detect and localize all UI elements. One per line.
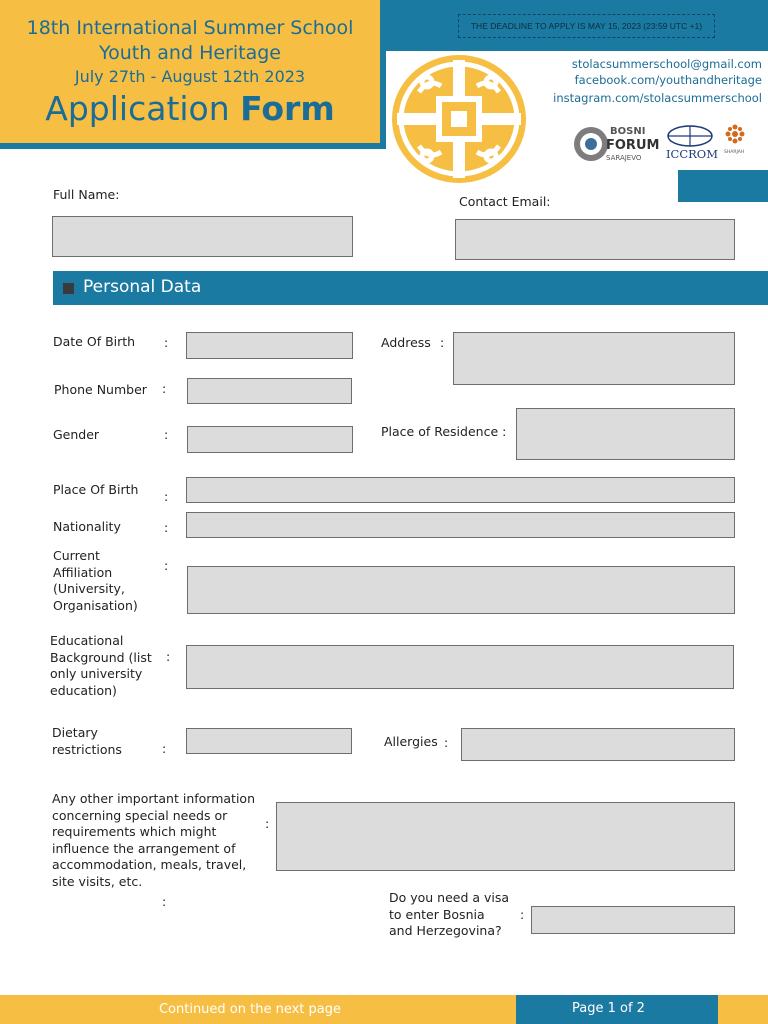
bosnia-forum-icon [572, 123, 660, 165]
section-title: Personal Data [83, 277, 202, 297]
dietary-label-line: restrictions [52, 741, 122, 757]
other-info-label-line: concerning special needs or [52, 807, 228, 823]
dietary-label-line: Dietary [52, 725, 98, 740]
visa-label-line: Do you need a visa [389, 890, 510, 905]
iccrom-icon [664, 123, 754, 163]
place-of-residence-field[interactable] [516, 408, 735, 460]
other-info-label-line: site visits, etc. [52, 873, 143, 889]
colon: : [162, 741, 167, 756]
affiliation-label-line: Affiliation [53, 564, 113, 580]
colon: : [162, 381, 167, 396]
full-name-field[interactable] [52, 216, 353, 257]
allergies-field[interactable] [461, 728, 735, 761]
affiliation-label-line: Current [53, 548, 100, 563]
address-label: Address [381, 335, 431, 350]
continued-note: Continued on the next page [158, 1002, 342, 1017]
colon: : [164, 427, 169, 442]
page-indicator: Page 1 of 2 [572, 1001, 645, 1016]
other-info-field[interactable] [276, 802, 735, 871]
visa-label [389, 890, 509, 940]
affiliation-field[interactable] [187, 566, 735, 614]
contact-email-link[interactable]: stolacsummerschool@gmail.com [571, 57, 762, 71]
iccrom-text: ICCROM [666, 147, 719, 161]
page-title [0, 89, 380, 128]
colon: : [166, 649, 171, 664]
colon: : [164, 335, 169, 350]
deadline-notice: THE DEADLINE TO APPLY IS MAY 15, 2023 (23:59 UTC +1) [458, 14, 715, 38]
dietary-label [52, 725, 122, 758]
header-blue-underline [0, 143, 386, 149]
header-blue-strip [380, 0, 386, 149]
nationality-label: Nationality [53, 519, 121, 534]
visa-label-line: and Herzegovina? [389, 923, 502, 938]
contact-email-field[interactable] [455, 219, 735, 260]
school-title: 18th International Summer School [26, 17, 354, 39]
other-info-label [52, 791, 255, 890]
iccrom-logo [664, 123, 754, 167]
school-dates: July 27th - August 12th 2023 [74, 67, 306, 86]
date-of-birth-label: Date Of Birth [53, 334, 136, 349]
sharjah-text: SHARJAH [724, 150, 745, 155]
other-info-label-line: Any other important information [52, 791, 255, 806]
colon: : [164, 558, 169, 573]
forum-text-1: BOSNI [610, 126, 646, 137]
education-label-line: Background (list [50, 649, 152, 665]
page-title-bold: Form [240, 89, 335, 128]
forum-text-2: FORUM [606, 138, 660, 153]
nationality-field[interactable] [186, 512, 735, 538]
header-blue-accent [678, 170, 768, 202]
colon: : [520, 907, 525, 922]
visa-label-line: to enter Bosnia [389, 906, 485, 922]
colon: : [162, 894, 167, 909]
colon: : [164, 489, 169, 504]
gender-field[interactable] [187, 426, 353, 453]
gender-label: Gender [53, 427, 100, 442]
place-of-birth-label: Place Of Birth [53, 482, 139, 497]
date-of-birth-field[interactable] [186, 332, 353, 359]
other-info-label-line: requirements which might [52, 824, 217, 839]
affiliation-label [53, 548, 138, 614]
personal-data-header [53, 271, 768, 305]
ornament-logo-icon [389, 52, 529, 186]
forum-text-3: SARAJEVO [606, 154, 642, 162]
place-of-residence-label: Place of Residence : [381, 424, 507, 439]
education-label-line: education) [50, 682, 117, 698]
education-label-line: only university [50, 666, 143, 681]
phone-number-field[interactable] [187, 378, 352, 404]
place-of-birth-field[interactable] [186, 477, 735, 503]
contact-email-label: Contact Email: [459, 194, 551, 209]
affiliation-label-line: (University, [53, 581, 125, 596]
allergies-label: Allergies [384, 734, 438, 749]
visa-field[interactable] [531, 906, 735, 934]
address-field[interactable] [453, 332, 735, 385]
full-name-label: Full Name: [53, 187, 120, 202]
colon: : [440, 335, 445, 350]
colon: : [164, 520, 169, 535]
instagram-link[interactable]: instagram.com/stolacsummerschool [553, 91, 762, 105]
facebook-link[interactable]: facebook.com/youthandheritage [574, 73, 762, 87]
education-label [50, 633, 152, 699]
bosnia-forum-logo [572, 123, 660, 169]
school-subtitle: Youth and Heritage [99, 42, 281, 64]
affiliation-label-line: Organisation) [53, 597, 138, 613]
page-title-light: Application [45, 89, 230, 128]
section-square-icon [63, 283, 74, 294]
education-label-line: Educational [50, 633, 124, 648]
phone-number-label: Phone Number [54, 382, 147, 397]
other-info-label-line: accommodation, meals, travel, [52, 857, 247, 872]
education-field[interactable] [186, 645, 734, 689]
colon: : [444, 735, 449, 750]
dietary-field[interactable] [186, 728, 352, 754]
colon: : [265, 816, 270, 831]
other-info-label-line: influence the arrangement of [52, 840, 236, 856]
